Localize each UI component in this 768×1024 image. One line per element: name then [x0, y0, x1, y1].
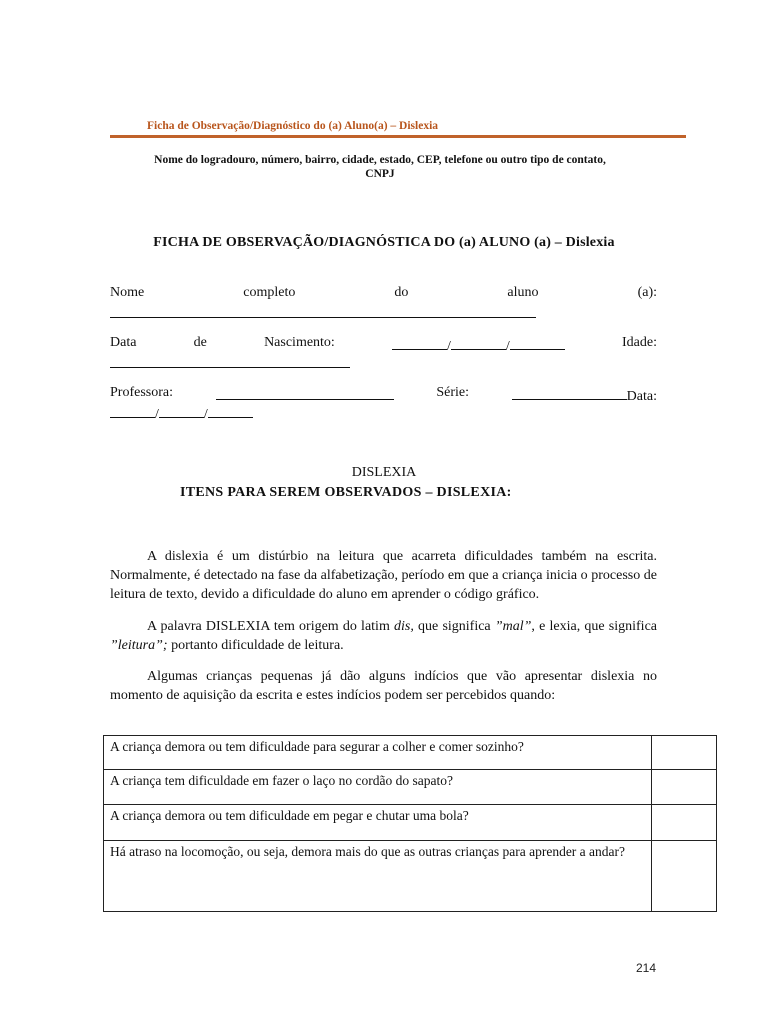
professora-label: Professora: [110, 385, 173, 400]
nome-word-1: Nome [110, 285, 145, 300]
serie-blank[interactable] [512, 385, 627, 400]
answer-cell[interactable] [652, 805, 717, 841]
page-number: 214 [636, 961, 657, 975]
table-row [104, 841, 717, 912]
name-field-row [110, 285, 657, 301]
section-subtitle: ITENS PARA SEREM OBSERVADOS – DISLEXIA: [180, 485, 512, 500]
data2-label: Data: [626, 389, 657, 404]
question-cell: A criança demora ou tem dificuldade em pegar e chutar uma bola? [104, 805, 652, 841]
table-row [104, 805, 717, 841]
question-cell: A criança tem dificuldade em fazer o laço no cordão do sapato? [104, 770, 652, 805]
nome-word-4: aluno [507, 285, 539, 300]
table-row [104, 736, 717, 770]
idade-label: Idade: [622, 335, 657, 350]
form-title: FICHA DE OBSERVAÇÃO/DIAGNÓSTICA DO (a) ALUNO (a) – Dislexia [153, 235, 615, 250]
table-row [104, 770, 717, 805]
org-info-line1: Nome do logradouro, número, bairro, cidade, estado, CEP, telefone ou outro tipo de contato, [154, 154, 606, 166]
section-title: DISLEXIA [351, 465, 417, 480]
birth-date-row [110, 335, 657, 355]
answer-cell[interactable] [652, 736, 717, 770]
teacher-blank[interactable] [216, 385, 394, 400]
nome-word-2: completo [243, 285, 296, 300]
paragraph-2: A palavra DISLEXIA tem origem do latim dis, que significa ”mal”, e lexia, que significa ”leitura”; portanto dificuldade de leitura. [110, 619, 658, 653]
de-label: de [193, 335, 207, 350]
teacher-row [110, 385, 657, 405]
paragraph-1: A dislexia é um distúrbio na leitura que acarreta dificuldades também na escrita. Normalmente, é detectado na fase da alfabetização, período em que a criança inicia o processo de leitura de texto, devido a dificuldade do aluno em aprender o código gráfico. [110, 549, 657, 602]
question-cell: A criança demora ou tem dificuldade para segurar a colher e comer sozinho? [104, 736, 652, 770]
serie-data-group [512, 385, 657, 405]
data-label: Data [110, 335, 137, 350]
nome-word-5: (a): [637, 285, 657, 300]
header-title: Ficha de Observação/Diagnóstico do (a) Aluno(a) – Dislexia [147, 120, 439, 132]
birth-date-blanks[interactable]: / / [392, 335, 565, 355]
observation-table [103, 735, 717, 912]
org-info-line2: CNPJ [365, 168, 395, 180]
date2-blank-line[interactable]: / / [110, 403, 253, 423]
name-blank-line[interactable] [110, 303, 536, 323]
answer-cell[interactable] [652, 770, 717, 805]
serie-label: Série: [436, 385, 469, 400]
nome-word-3: do [394, 285, 409, 300]
answer-cell[interactable] [652, 841, 717, 912]
age-blank-line[interactable] [110, 353, 350, 373]
header-rule [110, 135, 686, 138]
question-cell: Há atraso na locomoção, ou seja, demora mais do que as outras crianças para aprender a andar? [104, 841, 652, 912]
paragraph-3: Algumas crianças pequenas já dão alguns indícios que vão apresentar dislexia no momento de aquisição da escrita e estes indícios podem ser percebidos quando: [110, 669, 657, 703]
nascimento-label: Nascimento: [264, 335, 335, 350]
